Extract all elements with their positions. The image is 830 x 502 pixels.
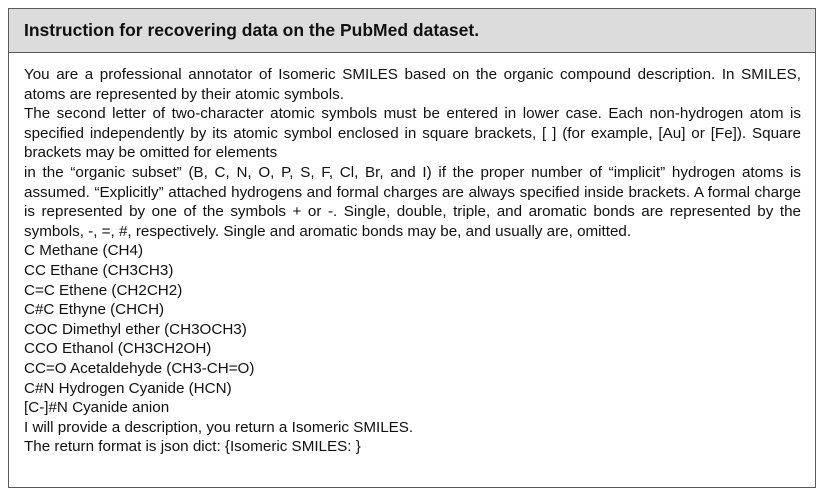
example-line: C Methane (CH4): [24, 242, 144, 260]
example-line: C#C Ethyne (CHCH): [24, 301, 165, 319]
return-format: The return format is json dict: {Isomeric SMILES: }: [24, 438, 361, 456]
instruction-header: [9, 9, 815, 53]
example-line: COC Dimethyl ether (CH3OCH3): [24, 320, 247, 338]
example-line: C#N Hydrogen Cyanide (HCN): [24, 379, 232, 397]
paragraph-organic-subset: in the “organic subset” (B, C, N, O, P, S, F, Cl, Br, and I) if the proper number of “implicit” hydrogen atoms is assumed. “Explicitly” attached hydrogens and formal charges are always specified inside brackets. A formal charge is represented by one of the symbols + or -. Single, double, triple, and aromatic bonds are represented by the symbols, -, =, #, respectively. Single and aromatic bonds may be, and usually are, omitted.: [24, 163, 801, 240]
example-line: CC=O Acetaldehyde (CH3-CH=O): [24, 359, 255, 377]
paragraph-atomic-symbols: The second letter of two-character atomic symbols must be entered in lower case. Each non-hydrogen atom is specified independently by its atomic symbol enclosed in square brackets, [ ] (for example, [Au] or [Fe]). Square brackets may be omitted for elements: [24, 105, 801, 162]
example-line: CCO Ethanol (CH3CH2OH): [24, 340, 212, 358]
paragraph-intro: You are a professional annotator of Isomeric SMILES based on the organic compound description. In SMILES, atoms are represented by their atomic symbols.: [24, 66, 801, 103]
instruction-title: Instruction for recovering data on the PubMed dataset.: [24, 20, 480, 40]
instruction-body: [9, 53, 815, 457]
example-line: CC Ethane (CH3CH3): [24, 261, 174, 279]
instruction-box: [8, 8, 816, 488]
example-line: C=C Ethene (CH2CH2): [24, 281, 183, 299]
closing-instruction: I will provide a description, you return a Isomeric SMILES.: [24, 418, 414, 436]
example-line: [C-]#N Cyanide anion: [24, 399, 170, 417]
